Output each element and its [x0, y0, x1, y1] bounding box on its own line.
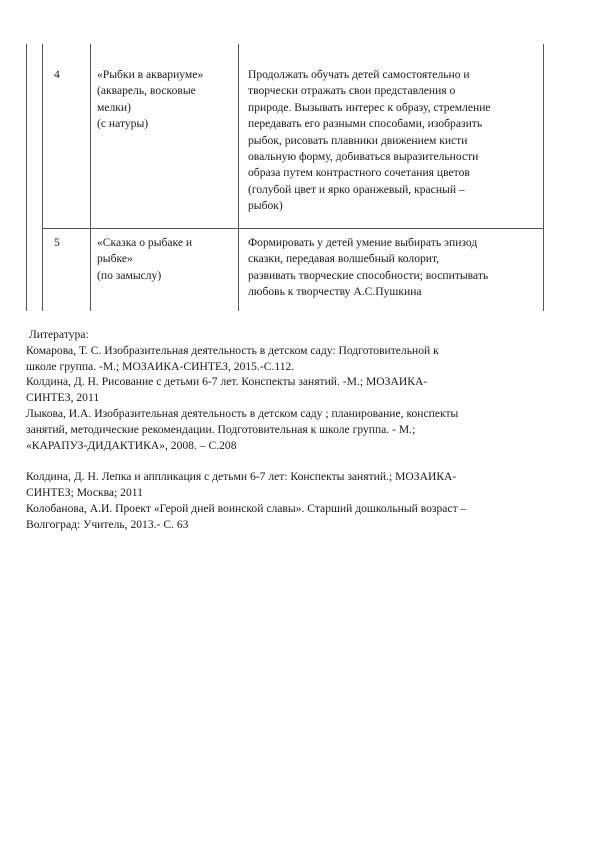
literature-blank-line	[26, 453, 566, 469]
literature-line: Волгоград: Учитель, 2013.- С. 63	[26, 517, 189, 531]
table-border-num-col	[90, 44, 91, 311]
literature-section	[26, 327, 566, 532]
literature-line: Колдина, Д. Н. Лепка и аппликация с детьми 6-7 лет: Конспекты занятий.; МОЗАИКА-	[26, 470, 457, 484]
row-5-topic: «Сказка о рыбаке и рыбке» (по замыслу)	[97, 236, 193, 282]
literature-line: Колобанова, А.И. Проект «Герой дней воинской славы». Старший дошкольный возраст –	[26, 501, 467, 515]
literature-line: Комарова, Т. С. Изобразительная деятельность в детском саду: Подготовительной к	[26, 343, 439, 357]
row-5-content: Формировать у детей умение выбирать эпизод сказки, передавая волшебный колорит, развивать творческие способности; воспитывать любовь к творчеству А.С.Пушкина	[248, 236, 489, 299]
literature-line: занятий, методические рекомендации. Подготовительная к школе группа. - М.;	[26, 422, 416, 436]
literature-line: СИНТЕЗ; Москва; 2011	[26, 485, 143, 499]
literature-line: школе группа. -М.; МОЗАИКА-СИНТЕЗ, 2015.-С.112.	[26, 359, 295, 373]
row-4-content: Продолжать обучать детей самостоятельно и творчески отражать свои представления о природе. Вызывать интерес к образу, стремление передавать его разными способами, изобразить рыбок, рисовать плавники движением кисти овальную форму, добиваться выразительности образа путем контрастного сочетания цветов (голубой цвет и ярко оранжевый, красный – рыбок)	[248, 68, 491, 213]
literature-line: «КАРАПУЗ-ДИДАКТИКА», 2008. – С.208	[26, 438, 237, 452]
table-border-right	[543, 44, 544, 311]
literature-line: Колдина, Д. Н. Рисование с детьми 6-7 лет. Конспекты занятий. -М.; МОЗАИКА-	[26, 375, 428, 389]
literature-heading: Литература:	[26, 328, 89, 341]
table-border-left-inner	[42, 44, 43, 311]
table-border-topic-col	[238, 44, 239, 311]
literature-line: Лыкова, И.А. Изобразительная деятельность в детском саду ; планирование, конспекты	[26, 406, 459, 420]
row-5-number: 5	[54, 236, 60, 249]
row-4-number: 4	[54, 68, 60, 81]
table-row-divider	[42, 228, 544, 229]
table-border-left-outer	[26, 44, 27, 311]
literature-line: СИНТЕЗ, 2011	[26, 391, 100, 405]
row-4-topic: «Рыбки в аквариуме» (акварель, восковые мелки) (с натуры)	[97, 68, 204, 131]
